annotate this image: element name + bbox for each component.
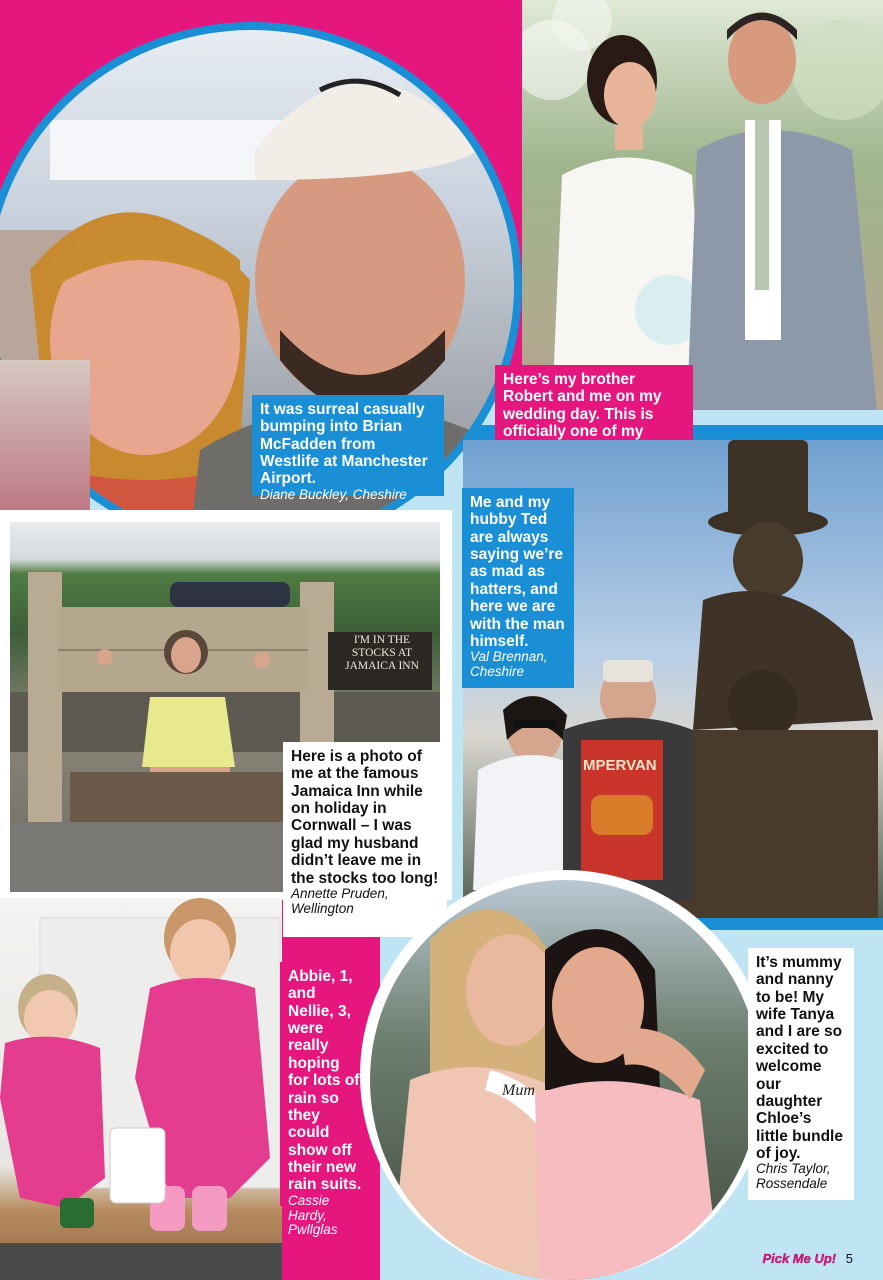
- wedding-illustration: [522, 0, 883, 410]
- stocks-sign-text: I'M IN THE STOCKS AT JAMAICA INN: [345, 634, 419, 673]
- airport-caption-name: Diane Buckley, Cheshire: [260, 486, 407, 502]
- magazine-logo: Pick Me Up!: [762, 1251, 837, 1266]
- page-number: 5: [845, 1251, 853, 1266]
- stocks-caption-text: Here is a photo of me at the famous Jamaica Inn while on holiday in Cornwall – I was glad my husband didn’t leave me in the stocks too long!: [291, 748, 439, 887]
- wedding-photo: [522, 0, 883, 410]
- airport-caption: [252, 395, 444, 502]
- sash-text: Mum: [502, 1082, 535, 1099]
- tshirt-text: MPERVAN: [583, 757, 657, 774]
- rain-suits-illustration: [0, 898, 282, 1280]
- rain-caption: [280, 962, 372, 1238]
- page-footer: [762, 1251, 853, 1266]
- mummy-caption: [748, 948, 854, 1200]
- rain-caption-text: Abbie, 1, and Nellie, 3, were really hoping for lots of rain so they could show off their new rain suits.: [288, 968, 362, 1194]
- mummy-nanny-photo: [370, 880, 760, 1280]
- stocks-caption-name: Annette Pruden, Wellington: [291, 885, 389, 916]
- hatter-caption-text: Me and my hubby Ted are always saying we’re as mad as hatters, and here we are with the man himself.: [470, 494, 565, 650]
- wedding-caption-text: Here’s my brother Robert and me on my wedding day. This is officially one of my: [503, 371, 662, 441]
- hatter-caption: [462, 488, 574, 688]
- airport-caption-text: It was surreal casually bumping into Brian McFadden from Westlife at Manchester Airport.: [260, 401, 428, 488]
- mummy-caption-text: It’s mummy and nanny to be! My wife Tanya and I are so excited to welcome our daughter Chloe’s little bundle of joy.: [756, 954, 843, 1162]
- rain-caption-name: Cassie Hardy, Pwllglas: [288, 1192, 338, 1238]
- mummy-nanny-illustration: [370, 880, 760, 1280]
- mummy-caption-name: Chris Taylor, Rossendale: [756, 1161, 831, 1192]
- stocks-caption: [283, 742, 447, 937]
- hatter-caption-name: Val Brennan, Cheshire: [470, 649, 548, 680]
- rain-suits-photo: [0, 898, 282, 1280]
